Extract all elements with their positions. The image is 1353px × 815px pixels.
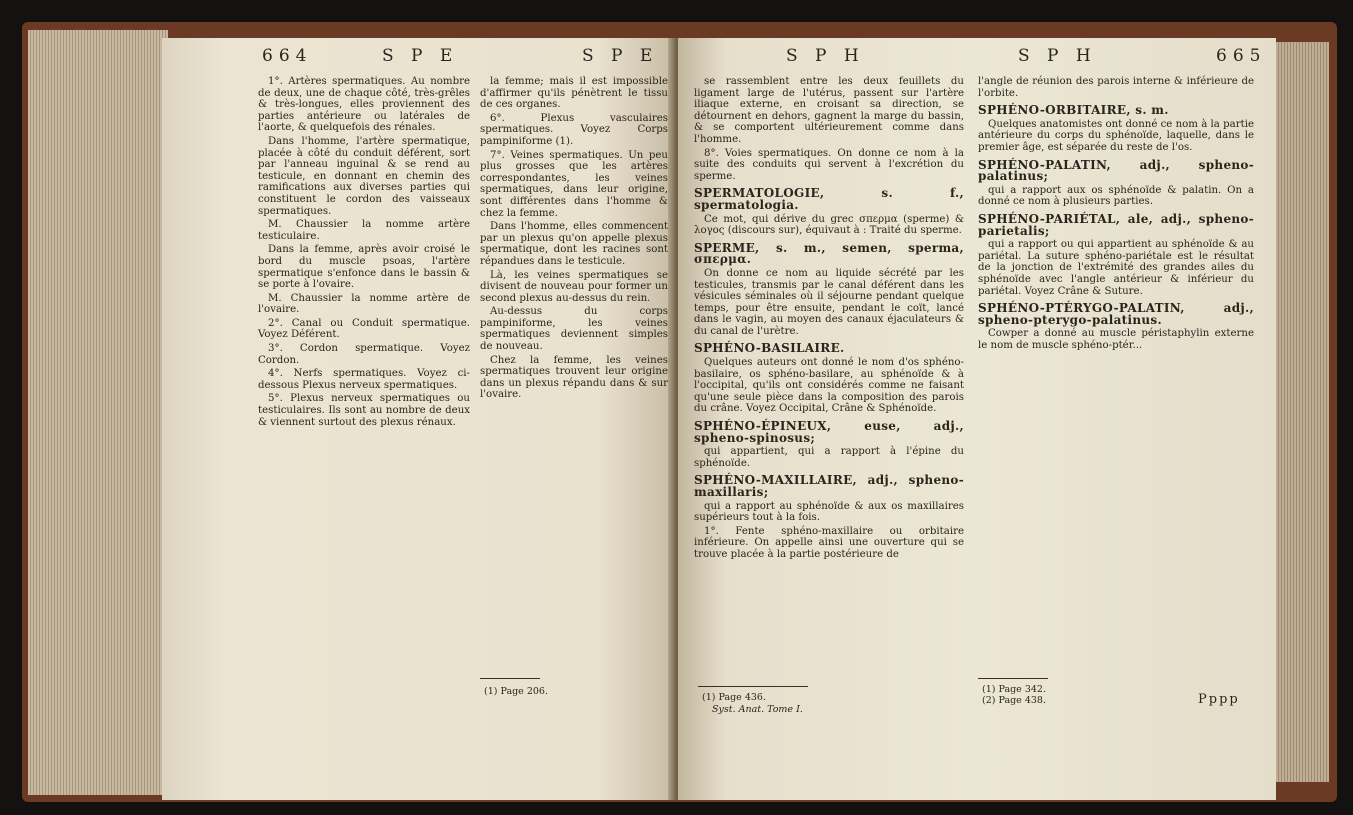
- paragraph: 5°. Plexus nerveux spermatiques ou testiculaires. Ils sont au nombre de deux & viennent surtout des plexus rénaux.: [258, 393, 470, 428]
- footnote: (1) Page 206.: [484, 686, 548, 697]
- entry-title: SPHÉNO-ÉPINEUX, euse, adj., spheno-spinosus;: [694, 419, 964, 445]
- entry-title: SPHÉNO-BASILAIRE.: [694, 341, 845, 356]
- entry-title: SPHÉNO-MAXILLAIRE, adj., spheno-maxillaris;: [694, 473, 964, 499]
- paragraph: M. Chaussier la nomme artère testiculaire.: [258, 219, 470, 242]
- paragraph: On donne ce nom au liquide sécrété par les testicules, transmis par le canal déférent dans les vésicules séminales où il séjourne pendant quelque temps, pour être ensuite, pendant le coït, lancé dans le vagin, au moyen des canaux éjaculateurs & du canal de l'urètre.: [694, 267, 964, 337]
- paragraph: se rassemblent entre les deux feuillets du ligament large de l'utérus, passent sur l'artère iliaque externe, en croisant sa direction, se détournent en dehors, gagnent la marge du bassin, & se comportent ultérieurement comme dans l'homme.: [694, 76, 964, 145]
- footnote: Syst. Anat. Tome I.: [712, 704, 803, 715]
- paragraph: Quelques anatomistes ont donné ce nom à la partie antérieure du corps du sphénoïde, laquelle, dans le premier âge, est séparée du reste de l'os.: [978, 118, 1254, 153]
- paragraph: Cowper a donné au muscle péristaphylin externe le nom de muscle sphéno-ptér...: [978, 328, 1254, 351]
- entry-title: SPERME, s. m., semen, sperma, σπερμα.: [694, 240, 964, 267]
- entry-title: SPHÉNO-PALATIN, adj., spheno-palatinus;: [978, 157, 1254, 184]
- paragraph: 2°. Canal ou Conduit spermatique. Voyez Déférent.: [258, 317, 470, 341]
- entry-title: SPHÉNO-PARIÉTAL, ale, adj., spheno-parietalis;: [978, 211, 1254, 238]
- paragraph: qui a rapport ou qui appartient au sphénoïde & au pariétal. La suture sphéno-pariétale est le résultat de la jonction de l'extrémité des grandes ailes du sphénoïde avec l'angle antérieur & inférieur du pariétal. Voyez Crâne & Suture.: [978, 239, 1254, 297]
- paragraph: Quelques auteurs ont donné le nom d'os sphéno-basilaire, os sphéno-basilare, au sphénoïde & à l'occipital, qu'ils ont considérés comme ne faisant qu'une seule pièce dans la composition des parois du crâne. Voyez Occipital, Crâne & Sphénoïde.: [694, 357, 964, 415]
- paragraph: 7°. Veines spermatiques. Un peu plus grosses que les artères correspondantes, les veines spermatiques, dans leur origine, sont différentes dans l'homme & chez la femme.: [480, 149, 668, 219]
- paragraph: 1°. Fente sphéno-maxillaire ou orbitaire inférieure. On appelle ainsi une ouverture qui se trouve placée à la partie postérieure de: [694, 525, 964, 560]
- paragraph: Dans l'homme, elles commencent par un plexus qu'on appelle plexus spermatique, dont les racines sont répandues dans le testicule.: [480, 221, 668, 267]
- entry-title: SPHÉNO-PTÉRYGO-PALATIN, adj., spheno-pterygo-palatinus.: [978, 301, 1254, 327]
- paragraph: 3°. Cordon spermatique. Voyez Cordon.: [258, 343, 470, 366]
- paragraph: Ce mot, qui dérive du grec σπερμα (sperme) & λογος (discours sur), équivaut à : Traité du sperme.: [694, 213, 964, 237]
- footnote: (1) Page 342.: [982, 684, 1046, 695]
- left-running-head-center: S P E: [582, 46, 659, 66]
- paragraph: la femme; mais il est impossible d'affirmer qu'ils pénètrent le tissu de ces organes.: [480, 76, 668, 111]
- right-running-head-center: S P H: [1018, 46, 1097, 66]
- paragraph: M. Chaussier la nomme artère de l'ovaire.: [258, 292, 470, 316]
- paragraph: Chez la femme, les veines spermatiques trouvent leur origine dans un plexus répandu dans & sur l'ovaire.: [480, 354, 668, 401]
- entry-title: SPHÉNO-ORBITAIRE, s. m.: [978, 103, 1169, 118]
- right-running-head: S P H: [786, 46, 865, 66]
- paragraph: qui appartient, qui a rapport à l'épine du sphénoïde.: [694, 446, 964, 469]
- paragraph: 8°. Voies spermatiques. On donne ce nom à la suite des conduits qui servent à l'excrétion du sperme.: [694, 147, 964, 182]
- left-page: [162, 38, 674, 800]
- paragraph: 6°. Plexus vasculaires spermatiques. Voyez Corps pampiniforme (1).: [480, 112, 668, 147]
- footnote: (1) Page 436.: [702, 692, 766, 703]
- paragraph: l'angle de réunion des parois interne & inférieure de l'orbite.: [978, 76, 1254, 99]
- paragraph: 1°. Artères spermatiques. Au nombre de deux, une de chaque côté, très-grêles & très-longues, elles proviennent des parties antérieure ou latérales de l'aorte, & quelquefois des rénales.: [258, 76, 470, 134]
- footnote: (2) Page 438.: [982, 695, 1046, 706]
- right-page-number: 665: [1216, 46, 1267, 66]
- paragraph: 4°. Nerfs spermatiques. Voyez ci-dessous Plexus nerveux spermatiques.: [258, 368, 470, 391]
- right-column-2: [978, 76, 1254, 353]
- paragraph: Dans la femme, après avoir croisé le bord du muscle psoas, l'artère spermatique s'enfonce dans le bassin & se porte à l'ovaire.: [258, 244, 470, 291]
- right-page: [678, 38, 1276, 800]
- paragraph: qui a rapport aux os sphénoïde & palatin. On a donné ce nom à plusieurs parties.: [978, 184, 1254, 208]
- signature-mark: Pppp: [1198, 692, 1240, 707]
- left-column-2: [480, 76, 668, 403]
- left-running-head: S P E: [382, 46, 459, 66]
- entry-title: SPERMATOLOGIE, s. f., spermatologia.: [694, 186, 964, 212]
- left-column-1: [258, 76, 470, 430]
- left-page-number: 664: [262, 46, 313, 66]
- footnote-rule: [978, 678, 1048, 679]
- footnote-rule: [480, 678, 540, 679]
- footnote-rule: [698, 686, 808, 687]
- right-column-1: [694, 76, 964, 563]
- paragraph: Dans l'homme, l'artère spermatique, placée à côté du conduit déférent, sort par l'anneau inguinal & se rend au testicule, en donnant en chemin des ramifications aux diverses parties qui constituent le cordon des vaisseaux spermatiques.: [258, 135, 470, 217]
- paragraph: Au-dessus du corps pampiniforme, les veines spermatiques deviennent simples de nouveau.: [480, 306, 668, 353]
- paragraph: Là, les veines spermatiques se divisent de nouveau pour former un second plexus au-dessus du rein.: [480, 269, 668, 304]
- paragraph: qui a rapport au sphénoïde & aux os maxillaires supérieurs tout à la fois.: [694, 500, 964, 524]
- left-page-edges: [28, 30, 168, 795]
